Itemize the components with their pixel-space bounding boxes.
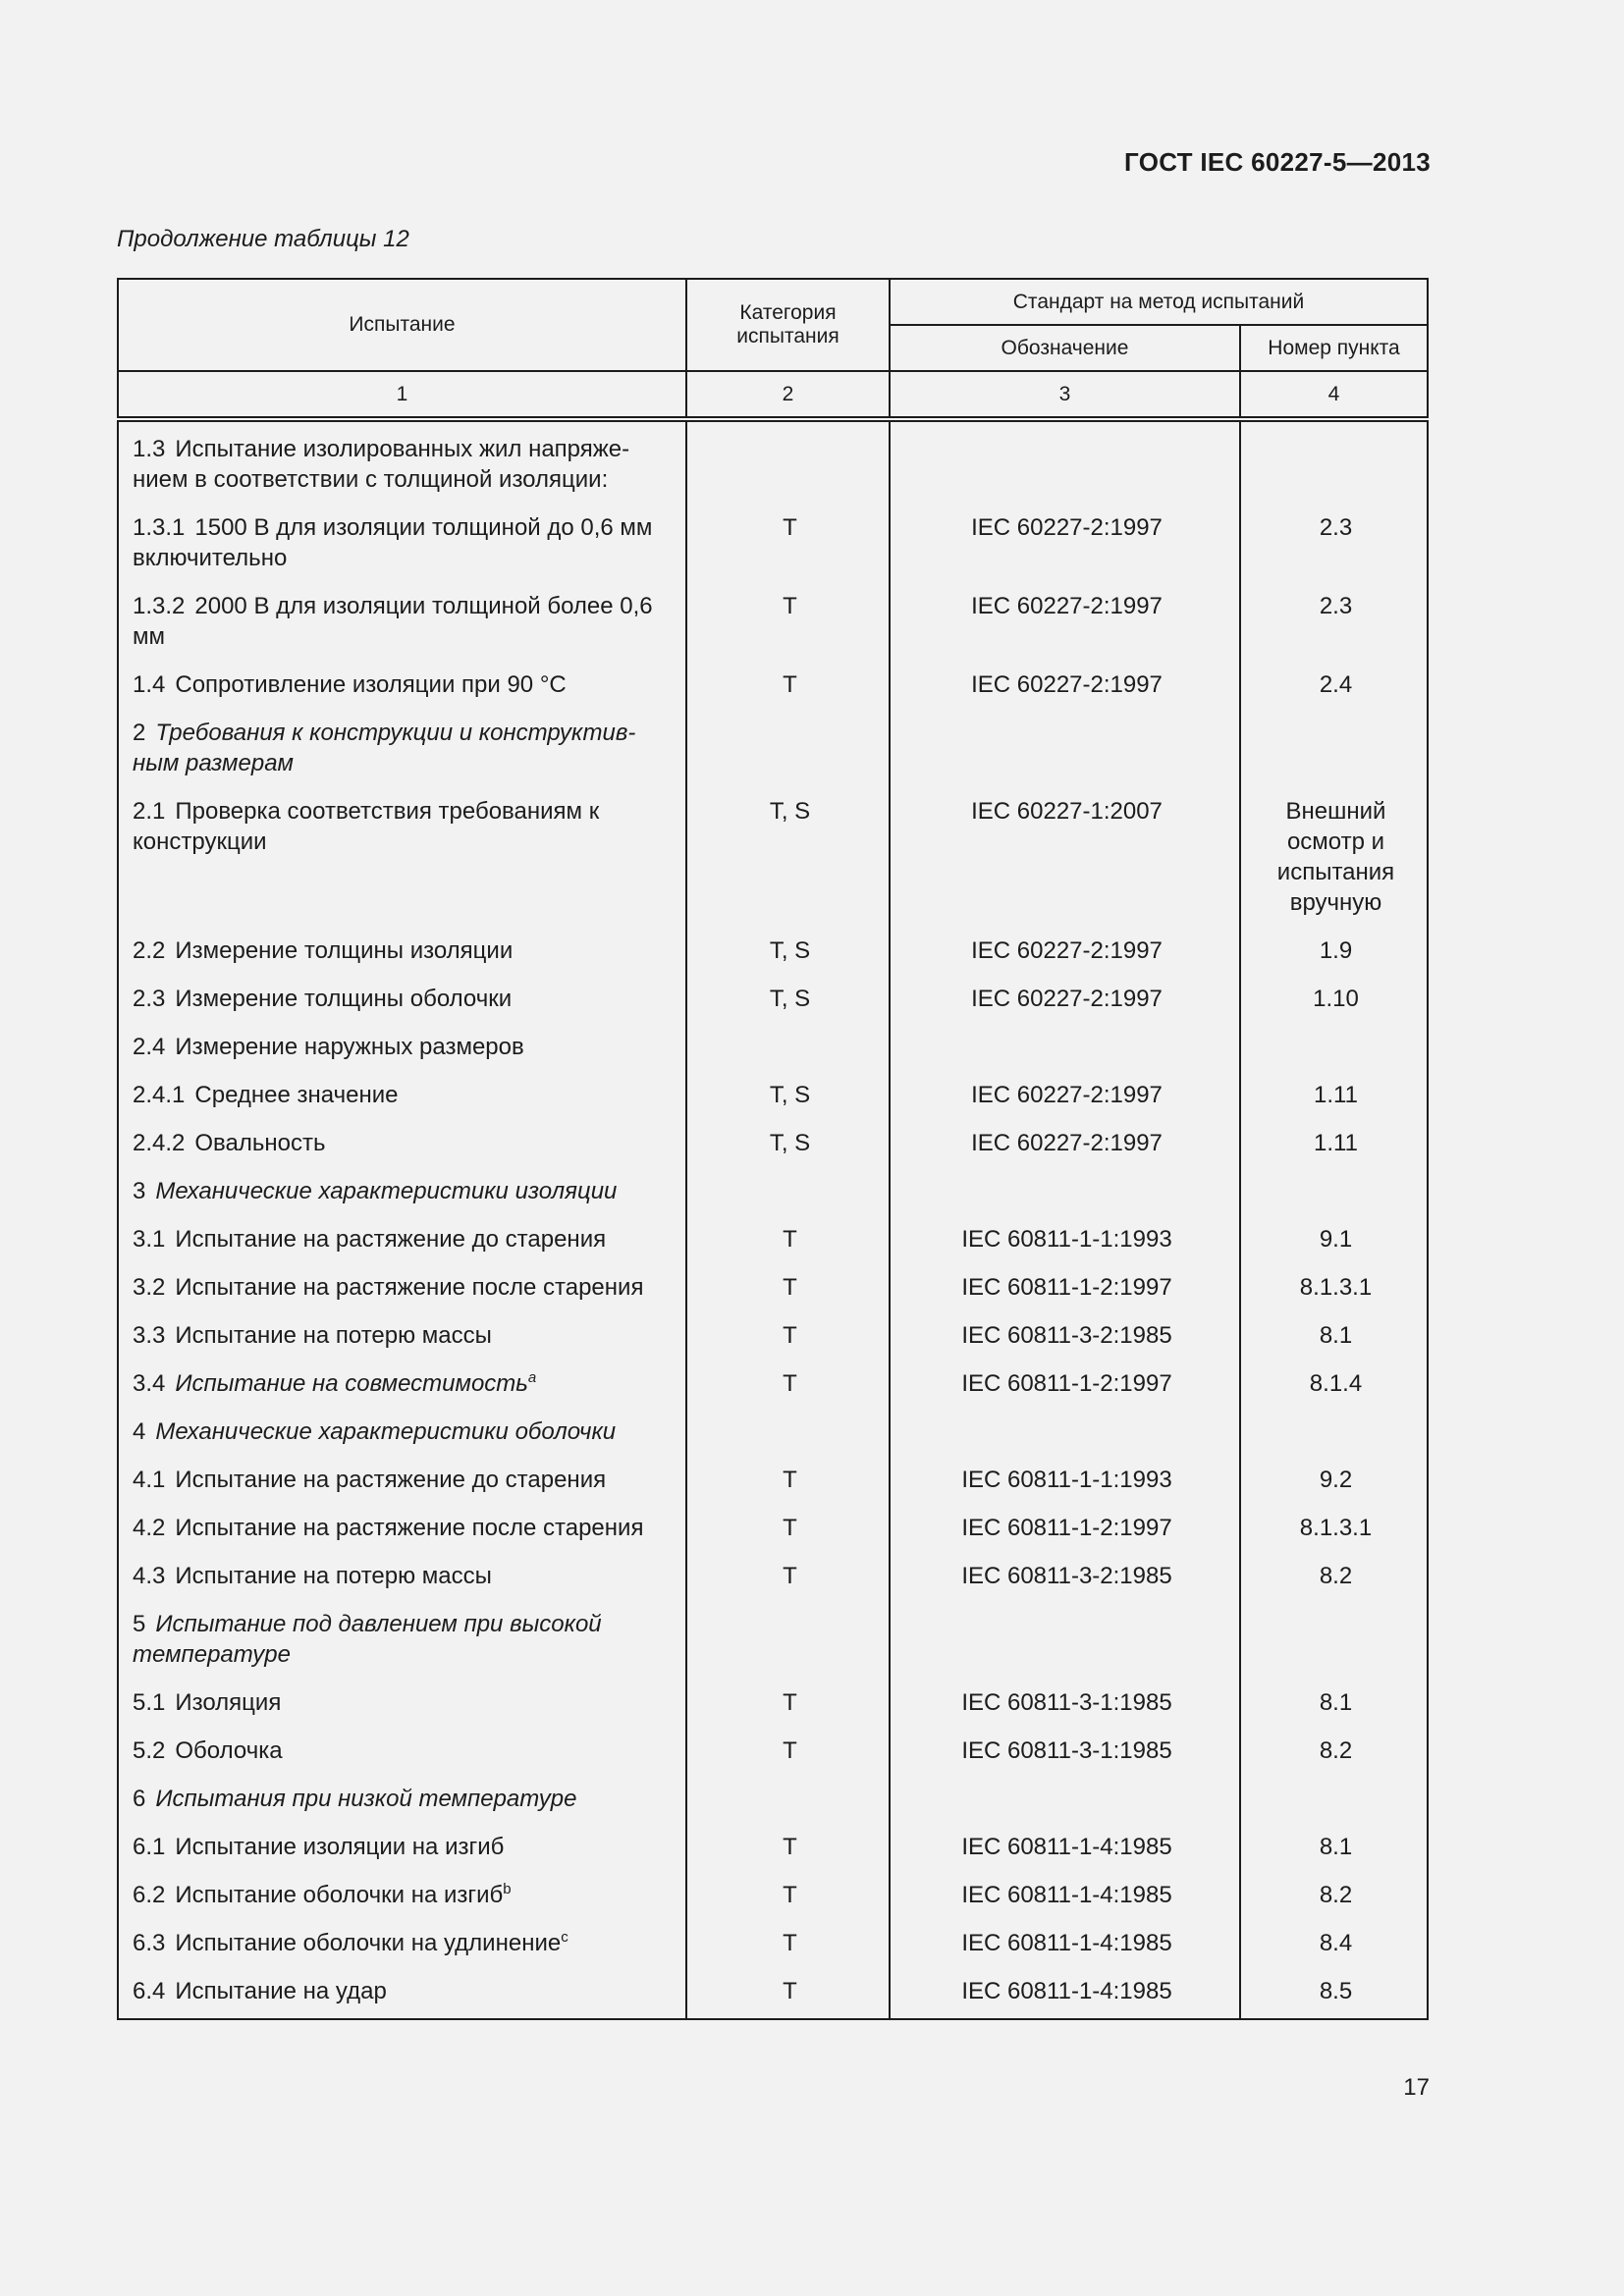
footnote-marker: a — [527, 1369, 537, 1386]
table-row — [118, 1169, 1428, 1217]
header-test: Испытание — [118, 279, 686, 371]
clause-cell: 1.9 — [1240, 929, 1428, 977]
test-name-cell — [118, 584, 686, 663]
item-number: 3.1 — [133, 1226, 166, 1253]
test-name: Оболочка — [175, 1737, 283, 1764]
test-name-cell — [118, 1458, 686, 1506]
test-name-cell — [118, 1506, 686, 1554]
table-row — [118, 1362, 1428, 1410]
category-cell: Т — [686, 1873, 890, 1921]
test-name-cell — [118, 929, 686, 977]
item-number: 2.2 — [133, 937, 166, 964]
test-name: Испытание на растяжение после старения — [175, 1515, 644, 1541]
standard-cell: IEC 60227-2:1997 — [890, 584, 1240, 663]
clause-cell — [1240, 711, 1428, 789]
clause-cell — [1240, 1169, 1428, 1217]
test-name-cell — [118, 419, 686, 506]
category-cell — [686, 711, 890, 789]
item-number: 4.1 — [133, 1467, 166, 1493]
category-cell: Т — [686, 1681, 890, 1729]
table-row — [118, 584, 1428, 663]
category-cell — [686, 419, 890, 506]
test-name: Среднее значение — [194, 1082, 399, 1108]
table-row — [118, 711, 1428, 789]
footnote-marker: c — [561, 1929, 568, 1946]
table-row — [118, 1729, 1428, 1777]
test-name: Испытание оболочки на удлинение — [175, 1930, 562, 1956]
table-row — [118, 1217, 1428, 1265]
test-name: Испытание на удар — [175, 1978, 387, 2004]
table-row — [118, 1554, 1428, 1602]
test-name-cell — [118, 711, 686, 789]
clause-cell: 8.5 — [1240, 1969, 1428, 2019]
test-name: Механические характеристики оболочки — [155, 1418, 617, 1445]
item-number: 2 — [133, 720, 146, 746]
test-name: 2000 В для изоляции толщиной более 0,6 мм — [133, 593, 653, 650]
item-number: 3 — [133, 1178, 146, 1204]
table-row — [118, 1313, 1428, 1362]
standard-cell: IEC 60227-2:1997 — [890, 977, 1240, 1025]
category-cell: Т — [686, 1217, 890, 1265]
category-cell — [686, 1169, 890, 1217]
clause-cell: 8.2 — [1240, 1873, 1428, 1921]
test-name-cell — [118, 789, 686, 929]
category-cell: Т — [686, 1554, 890, 1602]
item-number: 2.4.2 — [133, 1130, 186, 1156]
item-number: 4.3 — [133, 1563, 166, 1589]
clause-cell: 8.1.3.1 — [1240, 1265, 1428, 1313]
category-cell: Т — [686, 1729, 890, 1777]
item-number: 6.2 — [133, 1882, 166, 1908]
test-name: Испытания при низкой температуре — [155, 1786, 577, 1812]
item-number: 1.4 — [133, 671, 166, 698]
test-name: Испытание под давлением при высокой температуре — [133, 1611, 602, 1668]
clause-cell: 2.4 — [1240, 663, 1428, 711]
table-row — [118, 1921, 1428, 1969]
table-row — [118, 419, 1428, 506]
test-name: 1500 В для изоляции толщиной до 0,6 мм включительно — [133, 514, 653, 571]
standard-cell: IEC 60227-2:1997 — [890, 929, 1240, 977]
test-name: Испытание на совместимость — [175, 1370, 528, 1397]
test-name-cell — [118, 1969, 686, 2019]
item-number: 3.2 — [133, 1274, 166, 1301]
standard-cell — [890, 1410, 1240, 1458]
item-number: 2.1 — [133, 798, 166, 825]
test-table — [117, 278, 1429, 2020]
category-cell: Т — [686, 506, 890, 584]
item-number: 6 — [133, 1786, 146, 1812]
standard-cell: IEC 60227-2:1997 — [890, 506, 1240, 584]
standard-cell — [890, 1169, 1240, 1217]
category-cell — [686, 1602, 890, 1681]
table-row — [118, 1265, 1428, 1313]
clause-cell: 9.1 — [1240, 1217, 1428, 1265]
test-name: Изоляция — [175, 1689, 282, 1716]
test-name: Испытание изолированных жил напряже-нием в соответствии с толщиной изоляции: — [133, 436, 630, 493]
clause-cell: 8.1 — [1240, 1825, 1428, 1873]
item-number: 1.3.2 — [133, 593, 186, 619]
test-name: Механические характеристики изоляции — [155, 1178, 618, 1204]
header-standard-group: Стандарт на метод испытаний — [890, 279, 1428, 325]
item-number: 6.4 — [133, 1978, 166, 2004]
clause-cell: 2.3 — [1240, 506, 1428, 584]
item-number: 4 — [133, 1418, 146, 1445]
table-row — [118, 1602, 1428, 1681]
standard-cell: IEC 60811-1-4:1985 — [890, 1825, 1240, 1873]
clause-cell: 8.1 — [1240, 1313, 1428, 1362]
standard-cell: IEC 60811-1-4:1985 — [890, 1873, 1240, 1921]
table-row — [118, 1073, 1428, 1121]
column-number: 2 — [686, 371, 890, 419]
column-number: 1 — [118, 371, 686, 419]
test-name: Испытание на потерю массы — [175, 1322, 492, 1349]
category-cell: Т, S — [686, 929, 890, 977]
test-name-cell — [118, 1410, 686, 1458]
clause-cell: 1.11 — [1240, 1121, 1428, 1169]
standard-cell: IEC 60811-3-2:1985 — [890, 1313, 1240, 1362]
test-name: Испытание изоляции на изгиб — [175, 1834, 505, 1860]
category-cell: Т — [686, 1825, 890, 1873]
category-cell: Т — [686, 584, 890, 663]
standard-cell: IEC 60811-1-2:1997 — [890, 1265, 1240, 1313]
test-name-cell — [118, 1777, 686, 1825]
item-number: 4.2 — [133, 1515, 166, 1541]
table-row — [118, 506, 1428, 584]
table-row — [118, 1506, 1428, 1554]
test-name-cell — [118, 1217, 686, 1265]
test-name: Измерение толщины оболочки — [175, 986, 513, 1012]
test-name: Испытание оболочки на изгиб — [175, 1882, 504, 1908]
table-row — [118, 1777, 1428, 1825]
table-row — [118, 1969, 1428, 2019]
item-number: 5.1 — [133, 1689, 166, 1716]
clause-cell: Внешний осмотр и испытания вручную — [1240, 789, 1428, 929]
category-cell: Т — [686, 1458, 890, 1506]
clause-cell — [1240, 1410, 1428, 1458]
table-row — [118, 1873, 1428, 1921]
test-name-cell — [118, 1554, 686, 1602]
column-number: 4 — [1240, 371, 1428, 419]
category-cell: Т, S — [686, 1121, 890, 1169]
test-name-cell — [118, 663, 686, 711]
item-number: 2.4.1 — [133, 1082, 186, 1108]
category-cell — [686, 1777, 890, 1825]
standard-cell: IEC 60811-3-2:1985 — [890, 1554, 1240, 1602]
test-name-cell — [118, 1265, 686, 1313]
category-cell: Т, S — [686, 977, 890, 1025]
test-name: Сопротивление изоляции при 90 °С — [175, 671, 567, 698]
test-name-cell — [118, 977, 686, 1025]
standard-cell: IEC 60227-1:2007 — [890, 789, 1240, 929]
clause-cell: 9.2 — [1240, 1458, 1428, 1506]
clause-cell: 8.1.3.1 — [1240, 1506, 1428, 1554]
table-row — [118, 789, 1428, 929]
clause-cell: 2.3 — [1240, 584, 1428, 663]
test-name-cell — [118, 1121, 686, 1169]
header-category: Категория испытания — [686, 279, 890, 371]
category-cell: Т — [686, 663, 890, 711]
header-clause: Номер пункта — [1240, 325, 1428, 371]
clause-cell — [1240, 1602, 1428, 1681]
clause-cell: 1.11 — [1240, 1073, 1428, 1121]
test-name: Требования к конструкции и конструктив-ным размерам — [133, 720, 636, 776]
test-name-cell — [118, 1825, 686, 1873]
table-body — [118, 419, 1428, 2019]
document-code: ГОСТ IEC 60227-5—2013 — [1124, 147, 1431, 177]
category-cell: Т, S — [686, 1073, 890, 1121]
header-designation: Обозначение — [890, 325, 1240, 371]
test-name-cell — [118, 1602, 686, 1681]
clause-cell: 8.1 — [1240, 1681, 1428, 1729]
test-name-cell — [118, 1873, 686, 1921]
table-caption: Продолжение таблицы 12 — [117, 226, 409, 252]
table-row — [118, 1458, 1428, 1506]
item-number: 5.2 — [133, 1737, 166, 1764]
item-number: 2.4 — [133, 1034, 166, 1060]
standard-cell — [890, 1025, 1240, 1073]
item-number: 6.1 — [133, 1834, 166, 1860]
table-row — [118, 1681, 1428, 1729]
standard-cell: IEC 60811-1-2:1997 — [890, 1506, 1240, 1554]
test-name: Проверка соответствия требованиям к конструкции — [133, 798, 600, 855]
clause-cell: 8.4 — [1240, 1921, 1428, 1969]
standard-cell: IEC 60811-1-4:1985 — [890, 1921, 1240, 1969]
standard-cell: IEC 60811-3-1:1985 — [890, 1681, 1240, 1729]
category-cell — [686, 1025, 890, 1073]
test-name-cell — [118, 1025, 686, 1073]
test-name-cell — [118, 1921, 686, 1969]
column-number: 3 — [890, 371, 1240, 419]
standard-cell: IEC 60811-1-1:1993 — [890, 1458, 1240, 1506]
table-row — [118, 1825, 1428, 1873]
category-cell: Т — [686, 1969, 890, 2019]
test-name: Испытание на растяжение до старения — [175, 1467, 607, 1493]
table-row — [118, 1025, 1428, 1073]
clause-cell: 8.2 — [1240, 1729, 1428, 1777]
standard-cell — [890, 1777, 1240, 1825]
standard-cell — [890, 711, 1240, 789]
category-cell: Т — [686, 1362, 890, 1410]
test-name: Измерение толщины изоляции — [175, 937, 514, 964]
category-cell — [686, 1410, 890, 1458]
test-name-cell — [118, 1681, 686, 1729]
item-number: 3.4 — [133, 1370, 166, 1397]
footnote-marker: b — [503, 1881, 512, 1897]
standard-cell — [890, 419, 1240, 506]
table-row — [118, 663, 1428, 711]
item-number: 1.3.1 — [133, 514, 186, 541]
test-name-cell — [118, 1313, 686, 1362]
item-number: 5 — [133, 1611, 146, 1637]
test-name: Испытание на растяжение до старения — [175, 1226, 607, 1253]
clause-cell — [1240, 1777, 1428, 1825]
item-number: 1.3 — [133, 436, 166, 462]
item-number: 3.3 — [133, 1322, 166, 1349]
clause-cell — [1240, 1025, 1428, 1073]
category-cell: Т — [686, 1265, 890, 1313]
standard-cell: IEC 60227-2:1997 — [890, 1073, 1240, 1121]
table-row — [118, 1410, 1428, 1458]
test-name: Овальность — [194, 1130, 326, 1156]
category-cell: Т, S — [686, 789, 890, 929]
category-cell: Т — [686, 1313, 890, 1362]
category-cell: Т — [686, 1921, 890, 1969]
item-number: 2.3 — [133, 986, 166, 1012]
table-row — [118, 929, 1428, 977]
standard-cell — [890, 1602, 1240, 1681]
standard-cell: IEC 60811-1-2:1997 — [890, 1362, 1240, 1410]
test-name-cell — [118, 1073, 686, 1121]
test-name-cell — [118, 1729, 686, 1777]
test-name: Испытание на растяжение после старения — [175, 1274, 644, 1301]
category-cell: Т — [686, 1506, 890, 1554]
standard-cell: IEC 60811-1-4:1985 — [890, 1969, 1240, 2019]
test-name-cell — [118, 1169, 686, 1217]
standard-cell: IEC 60227-2:1997 — [890, 663, 1240, 711]
item-number: 6.3 — [133, 1930, 166, 1956]
clause-cell: 8.2 — [1240, 1554, 1428, 1602]
standard-cell: IEC 60811-3-1:1985 — [890, 1729, 1240, 1777]
clause-cell: 1.10 — [1240, 977, 1428, 1025]
test-name: Измерение наружных размеров — [175, 1034, 524, 1060]
test-name-cell — [118, 1362, 686, 1410]
page-number: 17 — [1403, 2074, 1430, 2101]
standard-cell: IEC 60227-2:1997 — [890, 1121, 1240, 1169]
table-row — [118, 977, 1428, 1025]
clause-cell: 8.1.4 — [1240, 1362, 1428, 1410]
test-name: Испытание на потерю массы — [175, 1563, 492, 1589]
standard-cell: IEC 60811-1-1:1993 — [890, 1217, 1240, 1265]
test-name-cell — [118, 506, 686, 584]
table-row — [118, 1121, 1428, 1169]
clause-cell — [1240, 419, 1428, 506]
